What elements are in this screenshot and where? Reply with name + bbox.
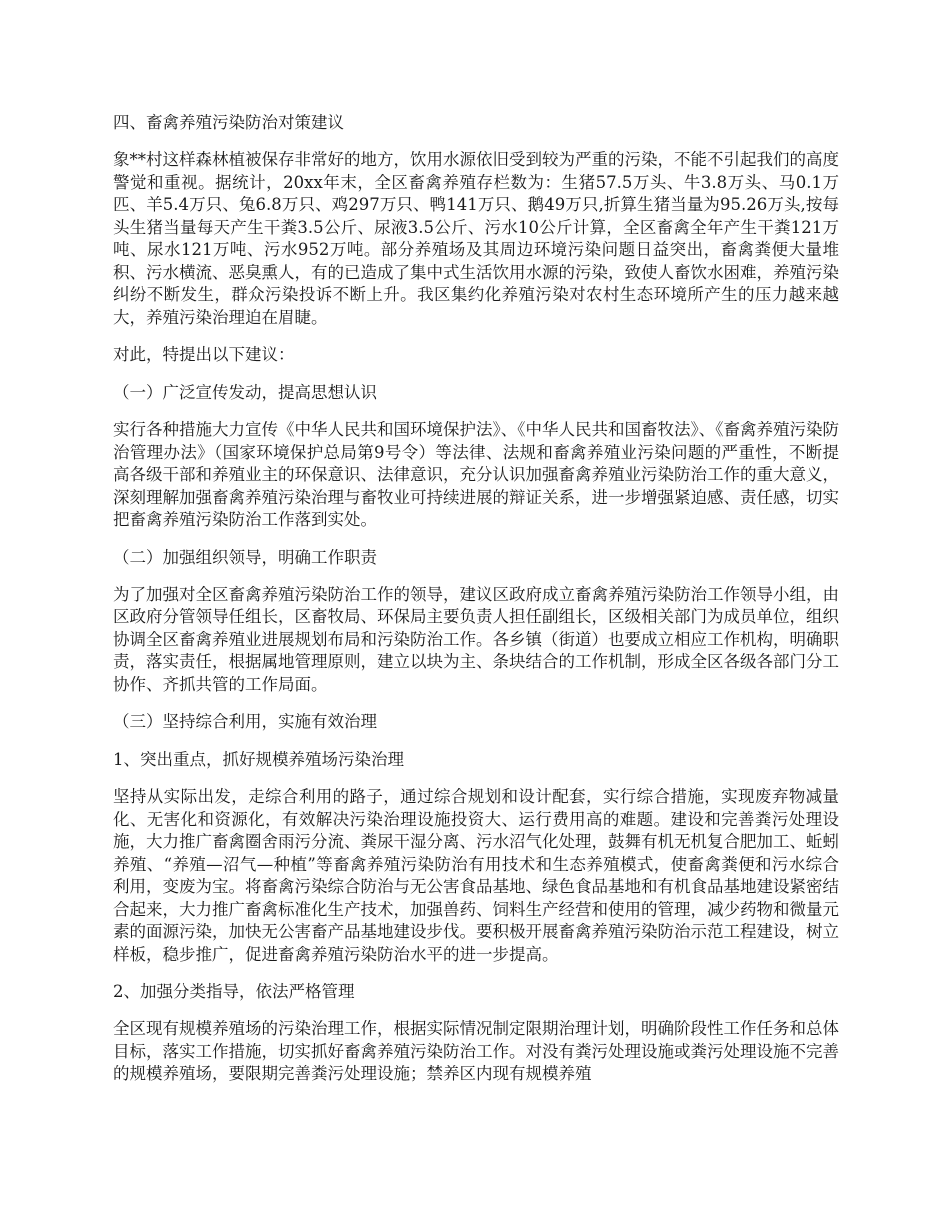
intro-line: 对此，特提出以下建议： <box>113 345 295 364</box>
paragraph: 全区现有规模养殖场的污染治理工作，根据实际情况制定限期治理计划，明确阶段性工作任务和总体目标，落实工作措施，切实抓好畜禽养殖污染防治工作。对没有粪污处理设施或粪污处理设施不完善的规模养殖场，要限期完善粪污处理设施；禁养区内现有规模养殖 <box>113 1019 839 1083</box>
paragraph: 象**村这样森林植被保存非常好的地方，饮用水源依旧受到较为严重的污染，不能不引起我们的高度警觉和重视。据统计，20xx年末，全区畜禽养殖存栏数为：生猪57.5万头、牛3.8万头、马0.1万匹、羊5.4万只、兔6.8万只、鸡297万只、鸭141万只、鹅49万只,折算生猪当量为95.26万头,按每头生猪当量每天产生干粪3.5公斤、尿液3.5公斤、污水10公斤计算，全区畜禽全年产生干粪121万吨、尿水121万吨、污水952万吨。部分养殖场及其周边环境污染问题日益突出，畜禽粪便大量堆积、污水横流、恶臭熏人，有的已造成了集中式生活饮用水源的污染，致使人畜饮水困难，养殖污染纠纷不断发生，群众污染投诉不断上升。我区集约化养殖污染对农村生态环境所产生的压力越来越大，养殖污染治理迫在眉睫。 <box>113 150 839 327</box>
item-heading: 1、突出重点，抓好规模养殖场污染治理 <box>113 750 404 769</box>
subsection-heading: （三）坚持综合利用，实施有效治理 <box>113 712 377 731</box>
paragraph: 为了加强对全区畜禽养殖污染防治工作的领导，建议区政府成立畜禽养殖污染防治工作领导小组，由区政府分管领导任组长，区畜牧局、环保局主要负责人担任副组长，区级相关部门为成员单位，组织协调全区畜禽养殖业进展规划布局和污染防治工作。各乡镇（街道）也要成立相应工作机构，明确职责，落实责任，根据属地管理原则，建立以块为主、条块结合的工作机制，形成全区各级各部门分工协作、齐抓共管的工作局面。 <box>113 584 839 694</box>
item-heading: 2、加强分类指导，依法严格管理 <box>113 982 355 1001</box>
document-page <box>113 111 839 1100</box>
section-heading: 四、畜禽养殖污染防治对策建议 <box>113 113 344 132</box>
subsection-heading: （二）加强组织领导，明确工作职责 <box>113 547 377 567</box>
paragraph: 实行各种措施大力宣传《中华人民共和国环境保护法》、《中华人民共和国畜牧法》、《畜禽养殖污染防治管理办法》（国家环境保护总局第9号令）等法律、法规和畜禽养殖业污染问题的严重性，不断提高各级干部和养殖业主的环保意识、法律意识，充分认识加强畜禽养殖业污染防治工作的重大意义，深刻理解加强畜禽养殖污染治理与畜牧业可持续进展的辩证关系，进一步增强紧迫感、责任感，切实把畜禽养殖污染防治工作落到实处。 <box>113 420 839 529</box>
paragraph: 坚持从实际出发，走综合利用的路子，通过综合规划和设计配套，实行综合措施，实现废弃物减量化、无害化和资源化，有效解决污染治理设施投资大、运行费用高的难题。建设和完善粪污处理设施，大力推广畜禽圈舍雨污分流、粪尿干湿分离、污水沼气化处理，鼓舞有机无机复合肥加工、蚯蚓养殖、“养殖—沼气—种植”等畜禽养殖污染防治有用技术和生态养殖模式，使畜禽粪便和污水综合利用，变废为宝。将畜禽污染综合防治与无公害食品基地、绿色食品基地和有机食品基地建设紧密结合起来，大力推广畜禽标准化生产技术，加强兽药、饲料生产经营和使用的管理，减少药物和微量元素的面源污染，加快无公害畜产品基地建设步伐。要积极开展畜禽养殖污染防治示范工程建设，树立样板，稳步推广，促进畜禽养殖污染防治水平的进一步提高。 <box>113 787 839 964</box>
subsection-heading: （一）广泛宣传发动，提高思想认识 <box>113 383 377 402</box>
